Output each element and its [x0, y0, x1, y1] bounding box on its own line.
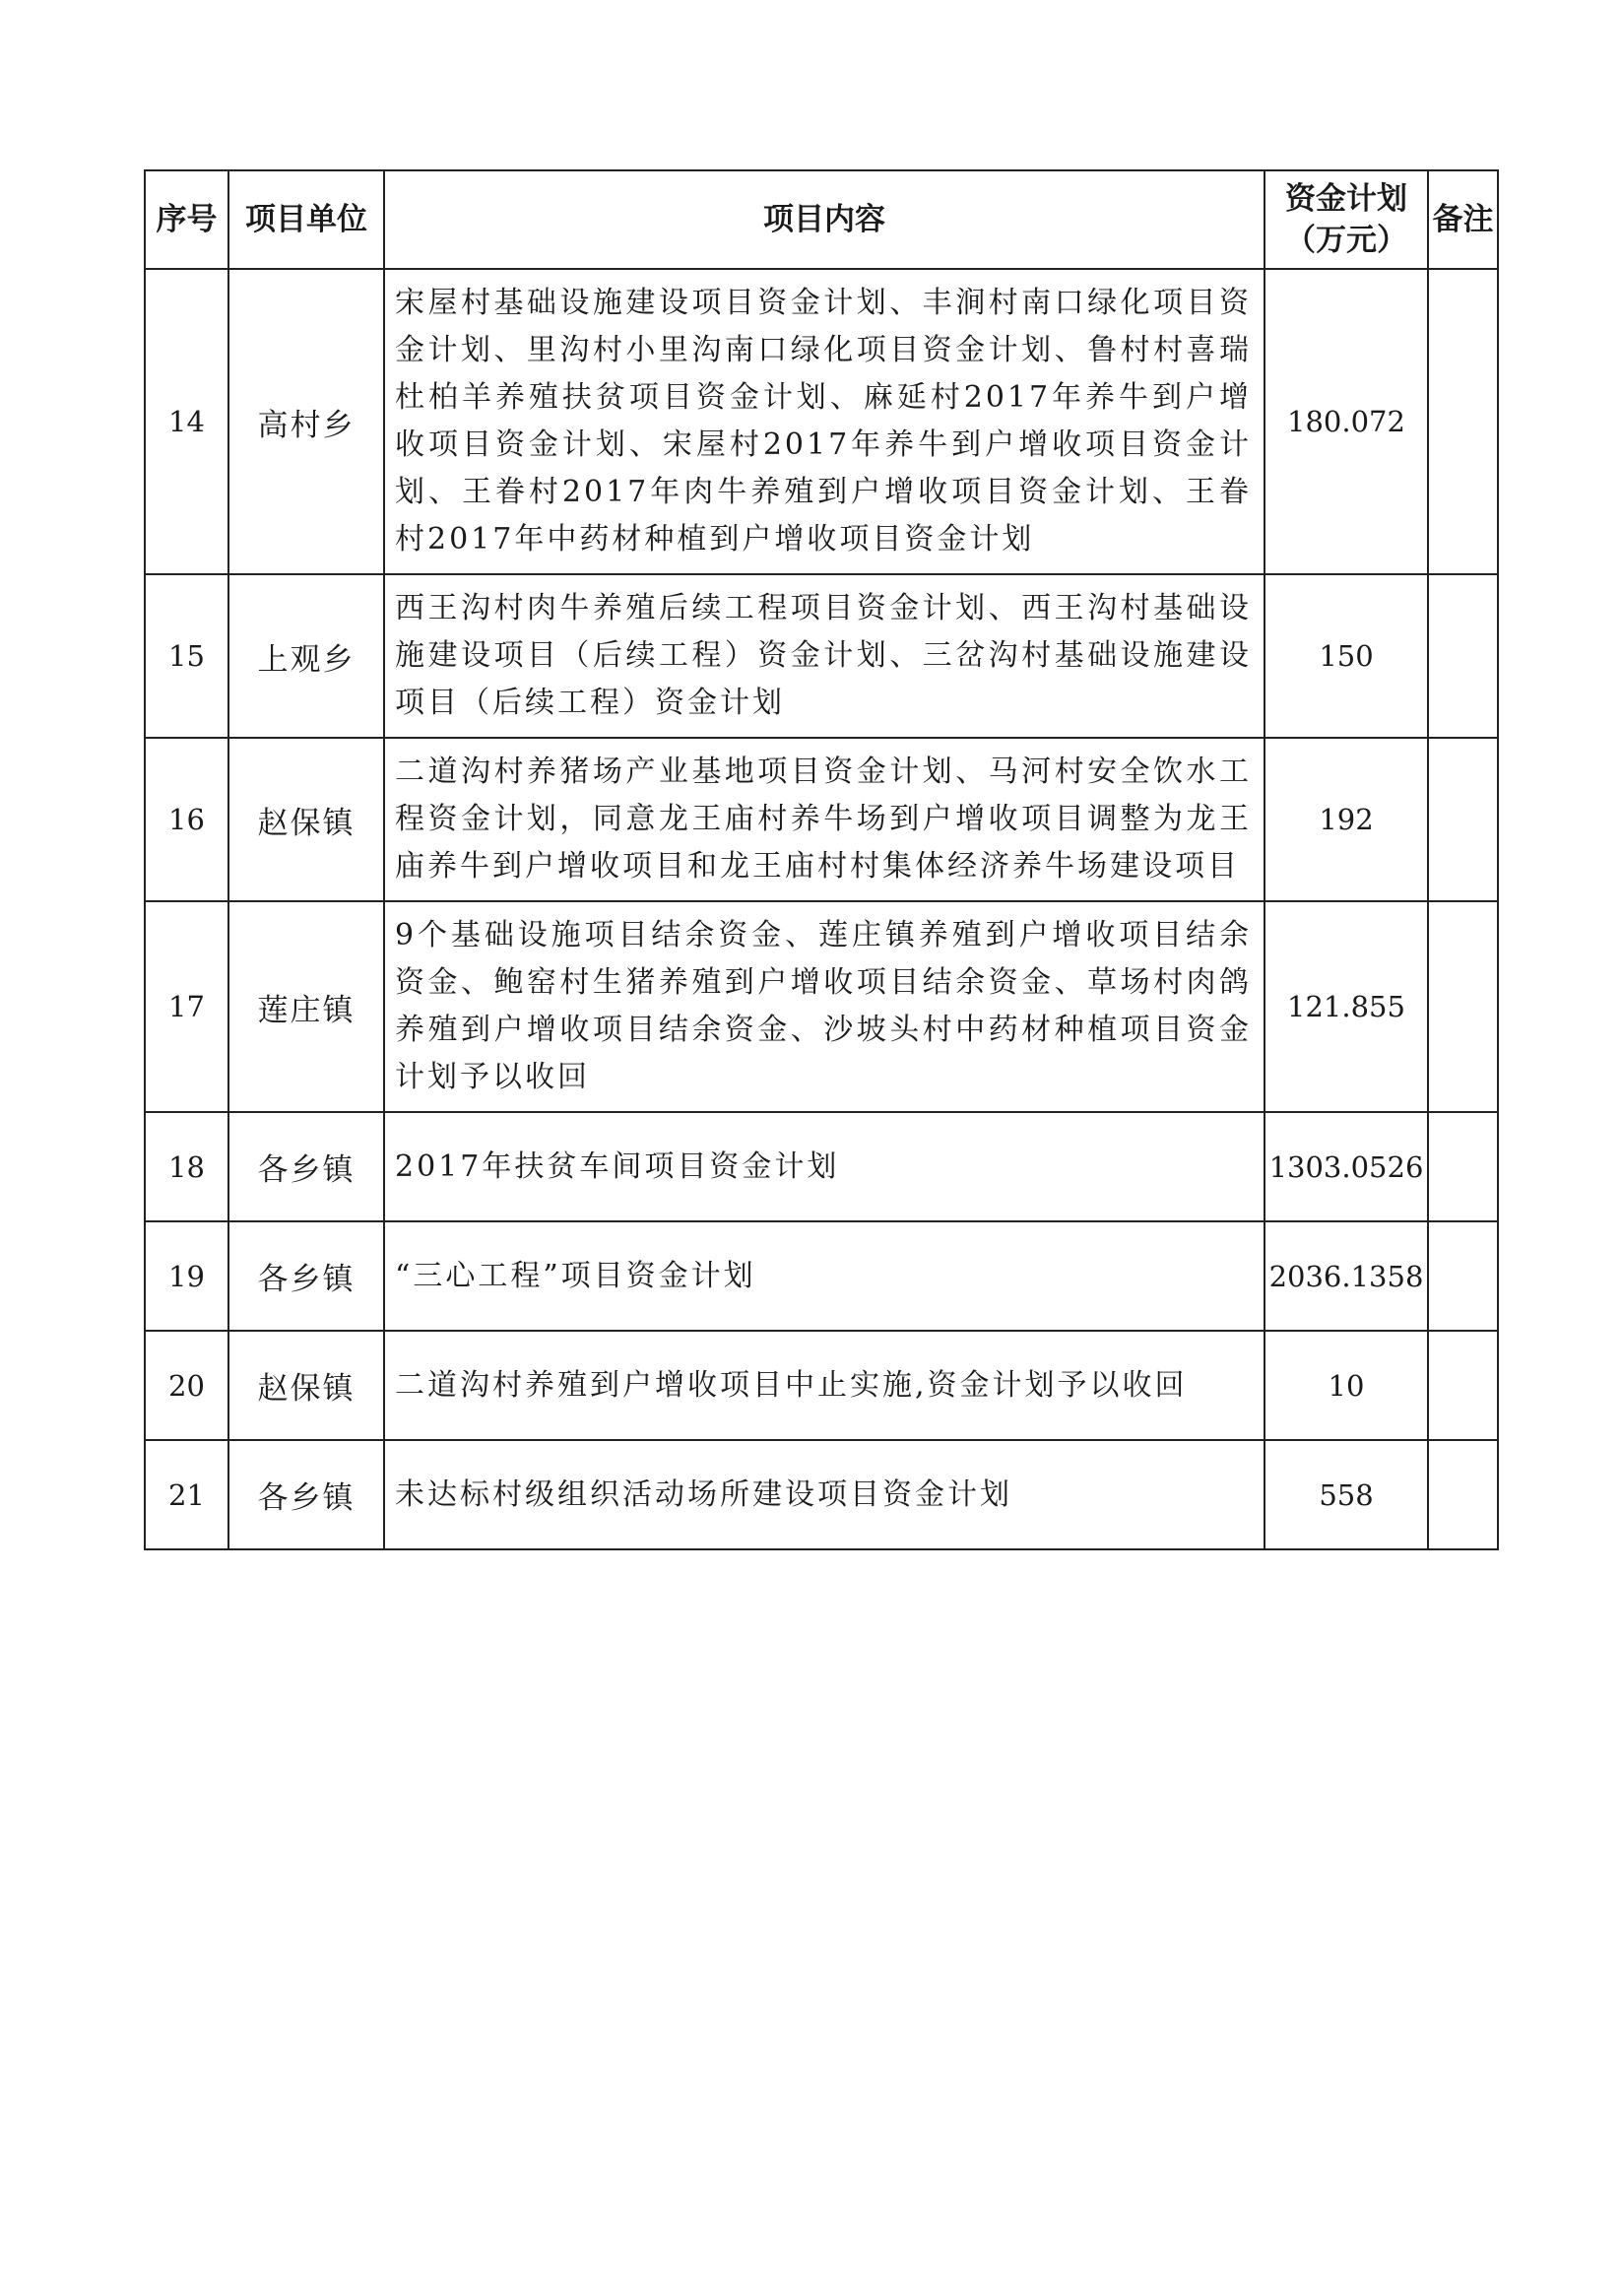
header-seq: 序号	[145, 170, 228, 269]
cell-unit: 高村乡	[228, 269, 384, 574]
cell-content: 2017年扶贫车间项目资金计划	[384, 1112, 1264, 1221]
cell-unit: 各乡镇	[228, 1440, 384, 1549]
cell-note	[1428, 574, 1498, 738]
cell-amount: 2036.1358	[1264, 1221, 1428, 1331]
cell-unit: 赵保镇	[228, 738, 384, 901]
table-row	[145, 1331, 1498, 1440]
table-row	[145, 1440, 1498, 1549]
cell-note	[1428, 901, 1498, 1112]
cell-amount: 121.855	[1264, 901, 1428, 1112]
header-amount	[1264, 170, 1428, 269]
cell-unit: 莲庄镇	[228, 901, 384, 1112]
header-note: 备注	[1428, 170, 1498, 269]
cell-amount: 1303.0526	[1264, 1112, 1428, 1221]
cell-seq: 21	[145, 1440, 228, 1549]
header-content: 项目内容	[384, 170, 1264, 269]
table-row	[145, 1112, 1498, 1221]
cell-unit: 各乡镇	[228, 1112, 384, 1221]
table-row	[145, 269, 1498, 574]
cell-content: 9个基础设施项目结余资金、莲庄镇养殖到户增收项目结余资金、鲍窑村生猪养殖到户增收项目结余资金、草场村肉鸽养殖到户增收项目结余资金、沙坡头村中药材种植项目资金计划予以收回	[384, 901, 1264, 1112]
cell-amount: 10	[1264, 1331, 1428, 1440]
cell-amount: 180.072	[1264, 269, 1428, 574]
table-row	[145, 901, 1498, 1112]
cell-content: “三心工程”项目资金计划	[384, 1221, 1264, 1331]
cell-content: 西王沟村肉牛养殖后续工程项目资金计划、西王沟村基础设施建设项目（后续工程）资金计划、三岔沟村基础设施建设项目（后续工程）资金计划	[384, 574, 1264, 738]
table-row	[145, 1221, 1498, 1331]
cell-seq: 16	[145, 738, 228, 901]
header-unit: 项目单位	[228, 170, 384, 269]
cell-seq: 19	[145, 1221, 228, 1331]
cell-unit: 各乡镇	[228, 1221, 384, 1331]
cell-seq: 15	[145, 574, 228, 738]
cell-content: 未达标村级组织活动场所建设项目资金计划	[384, 1440, 1264, 1549]
cell-content: 宋屋村基础设施建设项目资金计划、丰涧村南口绿化项目资金计划、里沟村小里沟南口绿化项目资金计划、鲁村村喜瑞杜柏羊养殖扶贫项目资金计划、麻延村2017年养牛到户增收项目资金计划、宋屋村2017年养牛到户增收项目资金计划、王眷村2017年肉牛养殖到户增收项目资金计划、王眷村2017年中药材种植到户增收项目资金计划	[384, 269, 1264, 574]
cell-amount: 150	[1264, 574, 1428, 738]
cell-seq: 17	[145, 901, 228, 1112]
header-amount-line1: 资金计划	[1285, 181, 1407, 217]
funding-plan-table	[144, 169, 1499, 1550]
table-row	[145, 738, 1498, 901]
cell-note	[1428, 738, 1498, 901]
cell-content: 二道沟村养殖到户增收项目中止实施,资金计划予以收回	[384, 1331, 1264, 1440]
cell-amount: 192	[1264, 738, 1428, 901]
cell-seq: 18	[145, 1112, 228, 1221]
cell-seq: 20	[145, 1331, 228, 1440]
cell-unit: 赵保镇	[228, 1331, 384, 1440]
cell-seq: 14	[145, 269, 228, 574]
cell-unit: 上观乡	[228, 574, 384, 738]
cell-note	[1428, 1331, 1498, 1440]
cell-note	[1428, 269, 1498, 574]
cell-amount: 558	[1264, 1440, 1428, 1549]
table-row	[145, 574, 1498, 738]
table-header-row	[145, 170, 1498, 269]
header-amount-line2: （万元）	[1285, 223, 1407, 258]
cell-note	[1428, 1221, 1498, 1331]
cell-note	[1428, 1440, 1498, 1549]
cell-content: 二道沟村养猪场产业基地项目资金计划、马河村安全饮水工程资金计划，同意龙王庙村养牛场到户增收项目调整为龙王庙养牛到户增收项目和龙王庙村村集体经济养牛场建设项目	[384, 738, 1264, 901]
cell-note	[1428, 1112, 1498, 1221]
